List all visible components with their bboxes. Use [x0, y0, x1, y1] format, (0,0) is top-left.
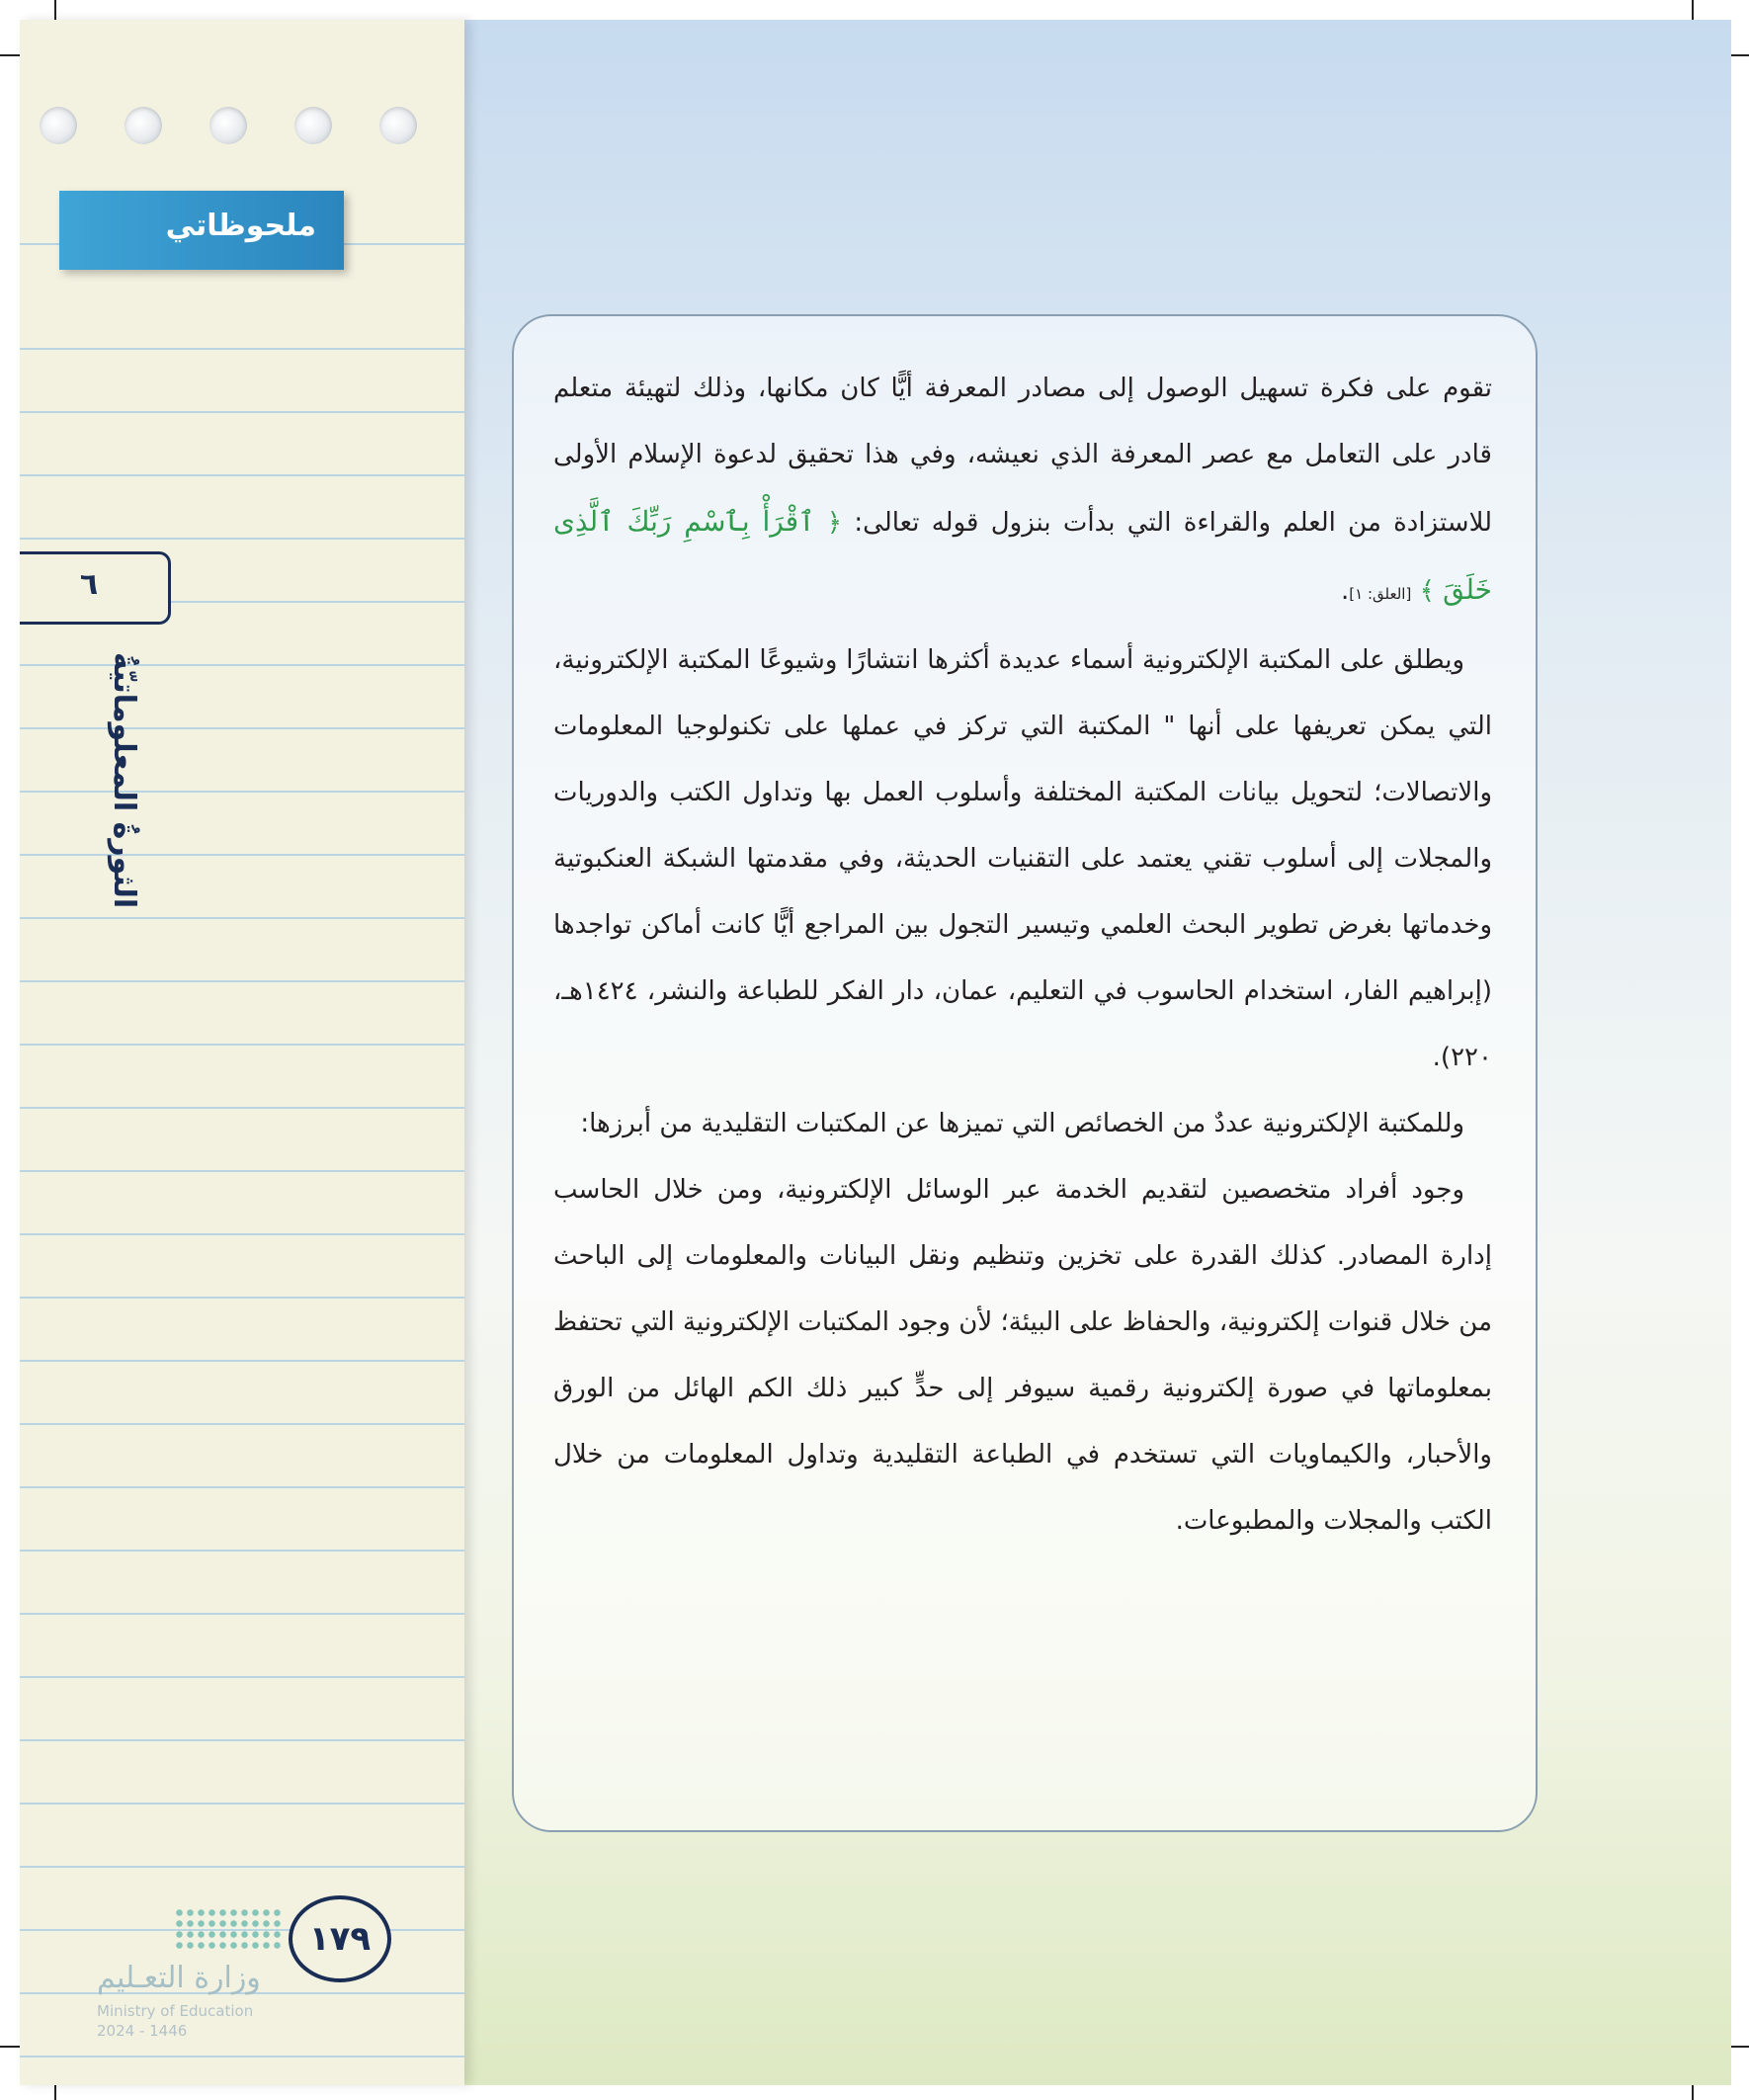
paragraph-2: ويطلق على المكتبة الإلكترونية أسماء عديدة أكثرها انتشارًا وشيوعًا المكتبة الإلكترونية، التي يمكن تعريفها على أنها " المكتبة التي تركز في عملها على تكنولوجيا المعلومات والاتصالات؛ لتحويل بيانات المكتبة المختلفة وأسلوب العمل بها وتداول الكتب والدوريات والمجلات إلى أسلوب تقني يعتمد على التقنيات الحديثة، وفي مقدمتها الشبكة العنكبوتية وخدماتها بغرض تطوير البحث العلمي وتيسير التجول بين المراجع أيًّا كانت أماكن تواجدها (إبراهيم الفار، استخدام الحاسوب في التعليم، عمان، دار الفكر للطباعة والنشر، ١٤٢٤هـ، ٢٢٠).	[553, 645, 1492, 1072]
paragraph-1	[553, 356, 1492, 628]
binder-holes	[40, 107, 417, 144]
ayah-close-bracket: ﴾	[1419, 576, 1435, 606]
paragraph-4: وجود أفراد متخصصين لتقديم الخدمة عبر الوسائل الإلكترونية، ومن خلال الحاسب إدارة المصادر. كذلك القدرة على تخزين وتنظيم ونقل البيانات والمعلومات إلى الباحث من خلال قنوات إلكترونية، والحفاظ على البيئة؛ لأن وجود المكتبات الإلكترونية التي تحتفظ بمعلوماتها في صورة إلكترونية رقمية سيوفر إلى حدٍّ كبير ذلك الكم الهائل من الورق والأحبار، والكيماويات التي تستخدم في الطباعة التقليدية وتداول المعلومات من خلال الكتب والمجلات والمطبوعات.	[553, 1175, 1492, 1536]
ministry-name-arabic: وزارة التعـليم	[97, 1961, 261, 1995]
ayah-open-bracket: ﴿	[826, 508, 843, 538]
content-text	[553, 356, 1492, 1554]
paragraph-1-end: .	[1340, 576, 1350, 606]
notes-tab	[59, 191, 344, 270]
notes-column	[20, 20, 464, 2085]
unit-number: ٦	[79, 567, 99, 602]
notes-tab-label: ملحوظاتي	[165, 209, 316, 243]
paragraph-3: وللمكتبة الإلكترونية عددٌ من الخصائص التي تميزها عن المكتبات التقليدية من أبرزها:	[580, 1109, 1464, 1138]
ministry-logo-dots	[174, 1907, 283, 1953]
verse-source: [العلق: ١]	[1349, 585, 1412, 603]
binder-hole	[209, 107, 247, 144]
binder-hole	[379, 107, 417, 144]
binder-hole	[40, 107, 77, 144]
binder-hole	[125, 107, 162, 144]
quran-verse: ٱقْرَأْ بِٱسْمِ رَبِّكَ ٱلَّذِى خَلَقَ	[553, 505, 1492, 606]
page-number: ١٧٩	[289, 1895, 391, 1982]
ministry-year: 2024 - 1446	[97, 2022, 188, 2040]
paragraph-1-text: تقوم على فكرة تسهيل الوصول إلى مصادر المعرفة أيًّا كان مكانها، وذلك لتهيئة متعلم قادر على التعامل مع عصر المعرفة الذي نعيشه، وفي هذا تحقيق لدعوة الإسلام الأولى للاستزادة من العلم والقراءة التي بدأت بنزول قوله تعالى:	[553, 374, 1493, 538]
ministry-name-english: Ministry of Education	[97, 2002, 254, 2020]
unit-title: الثورةُ المعلوماتيّةُ	[107, 652, 141, 909]
binder-hole	[294, 107, 332, 144]
